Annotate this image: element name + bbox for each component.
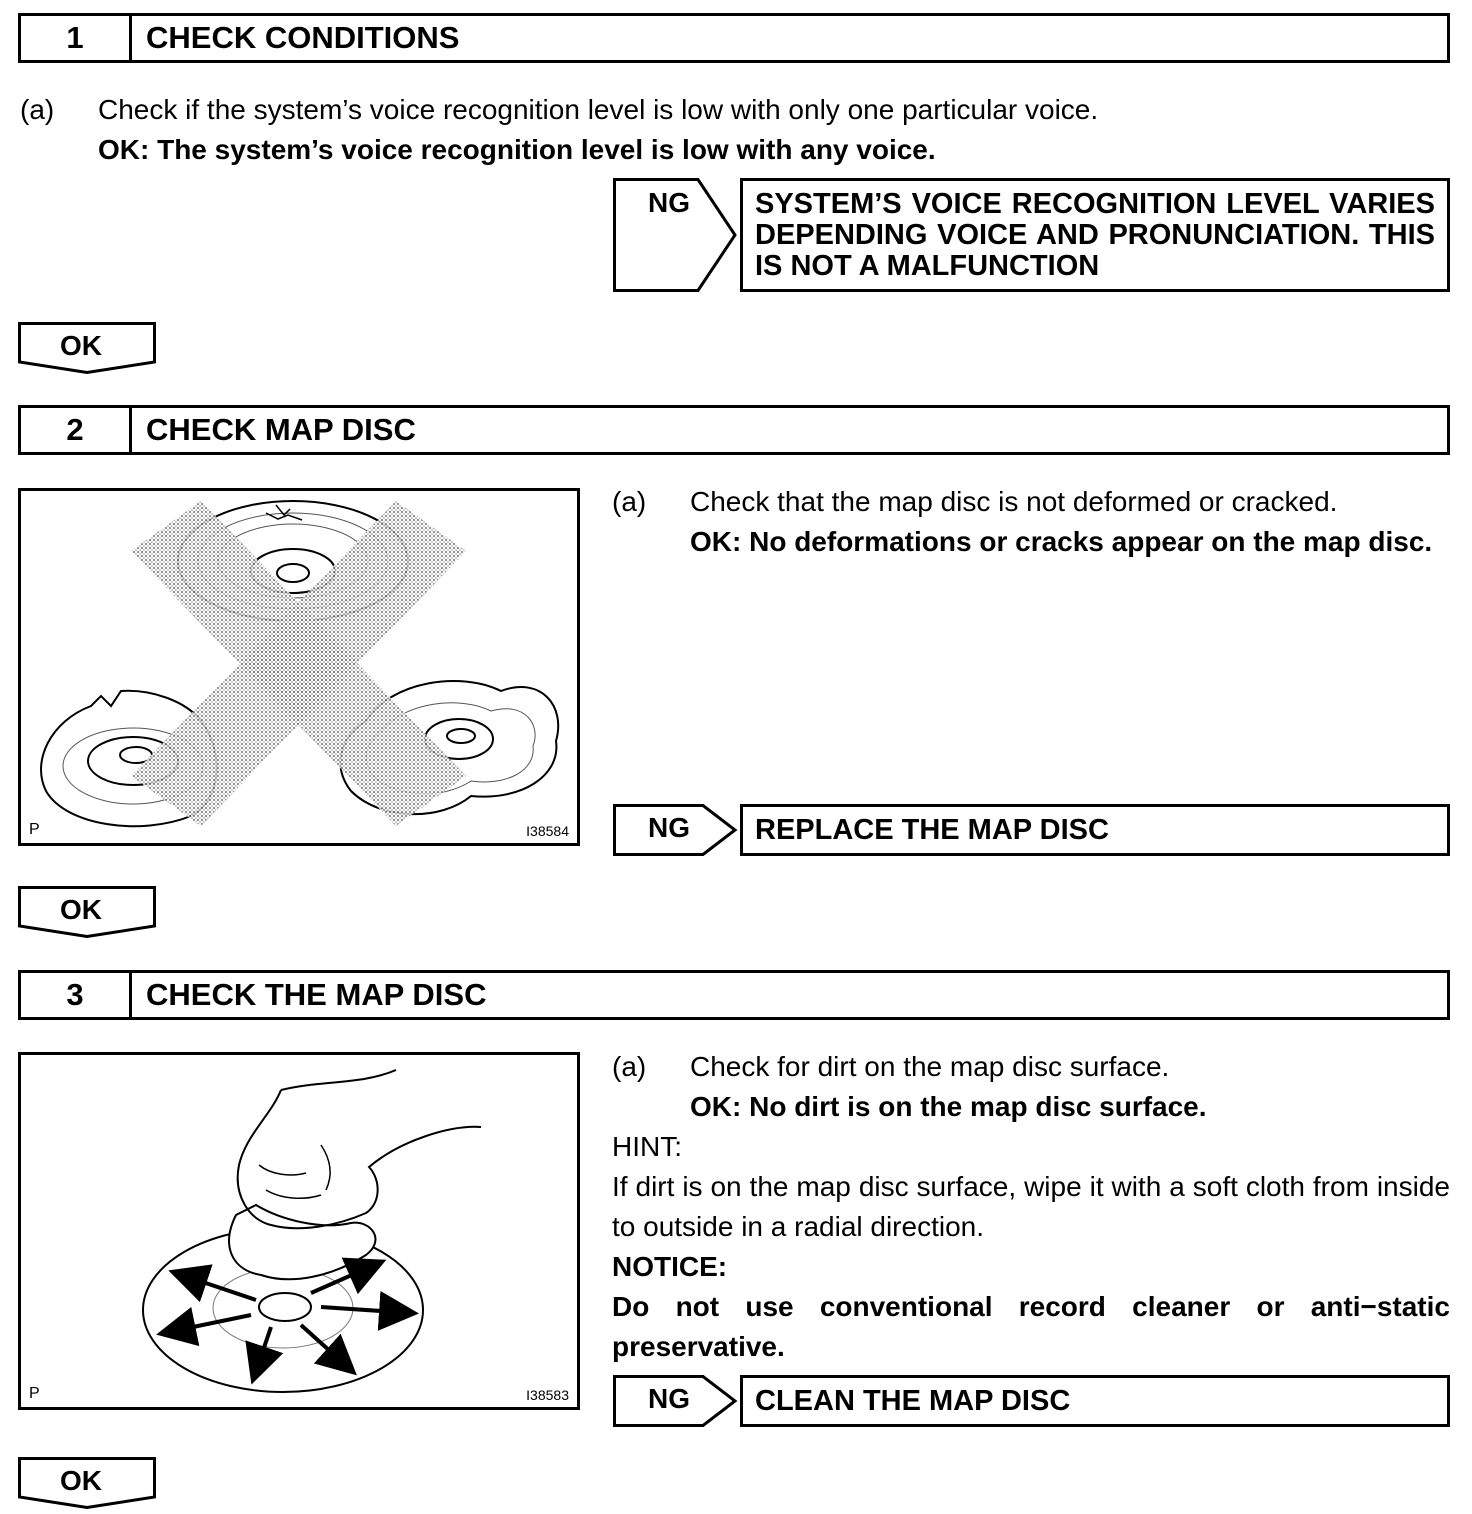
step-number: 1 — [21, 16, 132, 60]
ok-condition: OK: The system’s voice recognition level is low with any voice. — [98, 134, 936, 165]
ok-condition: OK: No deformations or cracks appear on the map disc. — [690, 526, 1433, 557]
deformed-disc-figure — [18, 488, 580, 846]
step-title: CHECK MAP DISC — [146, 412, 416, 447]
ng-result-box: REPLACE THE MAP DISC — [740, 804, 1450, 856]
deformed-disc-illustration — [21, 491, 577, 843]
wipe-disc-illustration — [21, 1055, 577, 1407]
step-3-header — [18, 970, 1450, 1020]
wipe-disc-figure — [18, 1052, 580, 1410]
ng-label: NG — [648, 1383, 690, 1414]
instruction-text: Check for dirt on the map disc surface. — [690, 1051, 1170, 1082]
figure-id: I38583 — [526, 1387, 569, 1403]
ng-label: NG — [648, 187, 690, 218]
hint-label: HINT: — [612, 1131, 682, 1162]
item-marker: (a) — [612, 1051, 647, 1082]
step-title: CHECK CONDITIONS — [146, 20, 460, 55]
figure-corner-letter: P — [29, 1385, 40, 1402]
item-marker: (a) — [20, 94, 55, 125]
notice-text: Do not use conventional record cleaner or anti−static preservative. — [612, 1291, 1450, 1362]
notice-label: NOTICE: — [612, 1251, 728, 1282]
instruction-text: Check if the system’s voice recognition level is low with only one particular voice. — [98, 94, 1099, 125]
step-title: CHECK THE MAP DISC — [146, 977, 487, 1012]
ng-label: NG — [648, 812, 690, 843]
figure-id: I38584 — [526, 823, 569, 839]
ok-label: OK — [60, 330, 102, 361]
ng-result-box: SYSTEM’S VOICE RECOGNITION LEVEL VARIES DEPENDING VOICE AND PRONUNCIATION. THIS IS NOT A MALFUNCTION — [740, 178, 1450, 292]
item-marker: (a) — [612, 486, 647, 517]
step-1-header — [18, 13, 1450, 63]
hint-text: If dirt is on the map disc surface, wipe it with a soft cloth from inside to outside in a radial direction. — [612, 1171, 1450, 1242]
ok-label: OK — [60, 894, 102, 925]
step-number: 3 — [21, 973, 132, 1017]
step-2-header — [18, 405, 1450, 455]
ng-result-box: CLEAN THE MAP DISC — [740, 1375, 1450, 1427]
instruction-text: Check that the map disc is not deformed or cracked. — [690, 486, 1338, 517]
ok-condition: OK: No dirt is on the map disc surface. — [690, 1091, 1207, 1122]
ok-label: OK — [60, 1465, 102, 1496]
figure-corner-letter: P — [29, 821, 40, 838]
step-number: 2 — [21, 408, 132, 452]
